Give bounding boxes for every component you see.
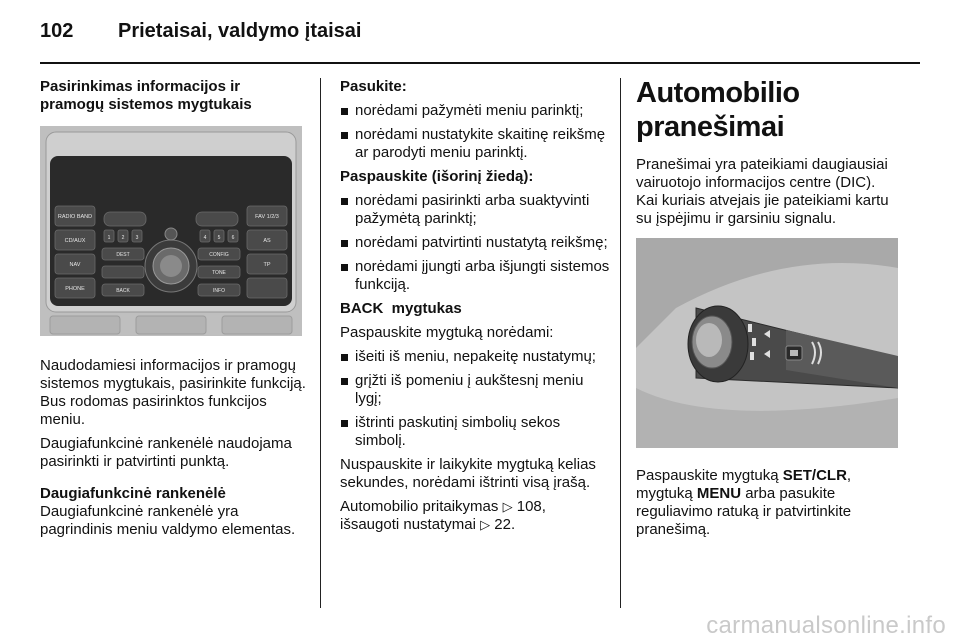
bullet-icon — [341, 420, 348, 427]
cross-references: Automobilio pritaikymas ▷ 108, išsaugoti nustatymai ▷ 22. — [340, 498, 546, 533]
bullet-icon — [341, 240, 348, 247]
watermark: carmanualsonline.info — [706, 612, 946, 639]
menu-button-label: MENU — [696, 485, 742, 502]
btn-label-info: INFO — [213, 288, 225, 294]
rotate-heading: Pasukite: — [340, 78, 407, 95]
section-heading-buttons: Pasirinkimas informacijos ir pramogų sistemos mygtukais — [40, 78, 252, 113]
btn-label-nav: NAV — [69, 262, 81, 268]
column-divider-2 — [620, 78, 621, 608]
bullet-icon — [341, 264, 348, 271]
btn-label-3: 3 — [135, 235, 139, 241]
rotate-list — [340, 102, 610, 162]
btn-label-phone: PHONE — [65, 286, 85, 292]
infotainment-panel-image — [40, 126, 302, 336]
col3-paragraph-2: Paspauskite mygtuką SET/CLR, mygtuką MENU arba pasukite reguliavimo ratuką ir patvirtinkite pranešimą. — [636, 467, 852, 538]
col1-paragraph-2: Daugiafunkcinė rankenėlė naudojama pasirinkti ir patvirtinti punktą. — [40, 435, 292, 470]
ref-page-22[interactable]: 22 — [494, 516, 511, 533]
btn-label-1: 1 — [107, 235, 111, 241]
column-2 — [340, 78, 610, 534]
setclr-button-label: SET/CLR — [782, 467, 847, 484]
vehicle-messages-heading: Automobilio pranešimai — [636, 77, 800, 143]
btn-label-2: 2 — [121, 235, 125, 241]
col1-paragraph-1: Naudodamiesi informacijos ir pramogų sistemos mygtukais, pasirinkite funkciją. Bus rodomas pasirinktos funkcijos meniu. — [40, 357, 306, 428]
page-title: Prietaisai, valdymo įtaisai — [118, 20, 362, 42]
page-ref-arrow-icon: ▷ — [502, 499, 513, 514]
list-item: norėdami patvirtinti nustatytą reikšmę; — [340, 234, 610, 252]
btn-label-5: 5 — [217, 235, 221, 241]
back-list — [340, 348, 610, 450]
turn-signal-stalk-image — [636, 238, 898, 448]
page-number: 102 — [40, 20, 74, 42]
list-item: ištrinti paskutinį simbolių sekos simbolį. — [340, 414, 610, 450]
press-ring-heading: Paspauskite (išorinį žiedą): — [340, 168, 534, 185]
ref-saved-settings: išsaugoti nustatymai — [340, 516, 476, 533]
btn-label-as: AS — [263, 238, 271, 244]
list-item: norėdami nustatykite skaitinę reikšmę ar parodyti meniu parinktį. — [340, 126, 610, 162]
col1-paragraph-3: Daugiafunkcinė rankenėlė yra pagrindinis meniu valdymo elementas. — [40, 503, 296, 538]
btn-label-4: 4 — [203, 235, 207, 241]
ref-vehicle-personalisation: Automobilio pritaikymas — [340, 498, 499, 515]
btn-label-tp: TP — [263, 262, 271, 268]
list-item: išeiti iš meniu, nepakeitę nustatymų; — [340, 348, 610, 366]
btn-label-radio: RADIO BAND — [57, 214, 93, 220]
btn-label-tone: TONE — [212, 270, 226, 276]
btn-label-fav: FAV 1/2/3 — [255, 214, 279, 220]
btn-label-back: BACK — [116, 288, 130, 294]
bullet-icon — [341, 198, 348, 205]
back-intro: Paspauskite mygtuką norėdami: — [340, 324, 554, 341]
col3-paragraph-1: Pranešimai yra pateikiami daugiausiai vairuotojo informacijos centre (DIC). Kai kuriais atvejais jie pateikiami kartu su įspėjimu ir garsiniu signalu. — [636, 156, 889, 227]
btn-label-config: CONFIG — [209, 252, 229, 258]
btn-label-dest: DEST — [116, 252, 130, 258]
bullet-icon — [341, 132, 348, 139]
page-ref-arrow-icon: ▷ — [480, 517, 491, 532]
header-rule — [40, 62, 920, 64]
press-ring-list — [340, 192, 610, 294]
bullet-icon — [341, 108, 348, 115]
hold-paragraph: Nuspauskite ir laikykite mygtuką kelias sekundes, norėdami ištrinti visą įrašą. — [340, 456, 596, 491]
page-header — [40, 14, 920, 54]
column-3 — [636, 78, 922, 545]
list-item: norėdami pasirinkti arba suaktyvinti pažymėtą parinktį; — [340, 192, 610, 228]
list-item: norėdami pažymėti meniu parinktį; — [340, 102, 610, 120]
back-button-heading: BACK mygtukas — [340, 300, 462, 317]
list-item: norėdami įjungti arba išjungti sistemos funkciją. — [340, 258, 610, 294]
ref-page-108[interactable]: 108 — [516, 498, 542, 515]
multifunction-knob-heading: Daugiafunkcinė rankenėlė — [40, 485, 226, 502]
column-divider-1 — [320, 78, 321, 608]
list-item: grįžti iš pomeniu į aukštesnį meniu lygį; — [340, 372, 610, 408]
btn-label-6: 6 — [231, 235, 235, 241]
btn-label-cdaux: CD/AUX — [64, 238, 86, 244]
bullet-icon — [341, 378, 348, 385]
column-1 — [40, 78, 306, 545]
bullet-icon — [341, 354, 348, 361]
